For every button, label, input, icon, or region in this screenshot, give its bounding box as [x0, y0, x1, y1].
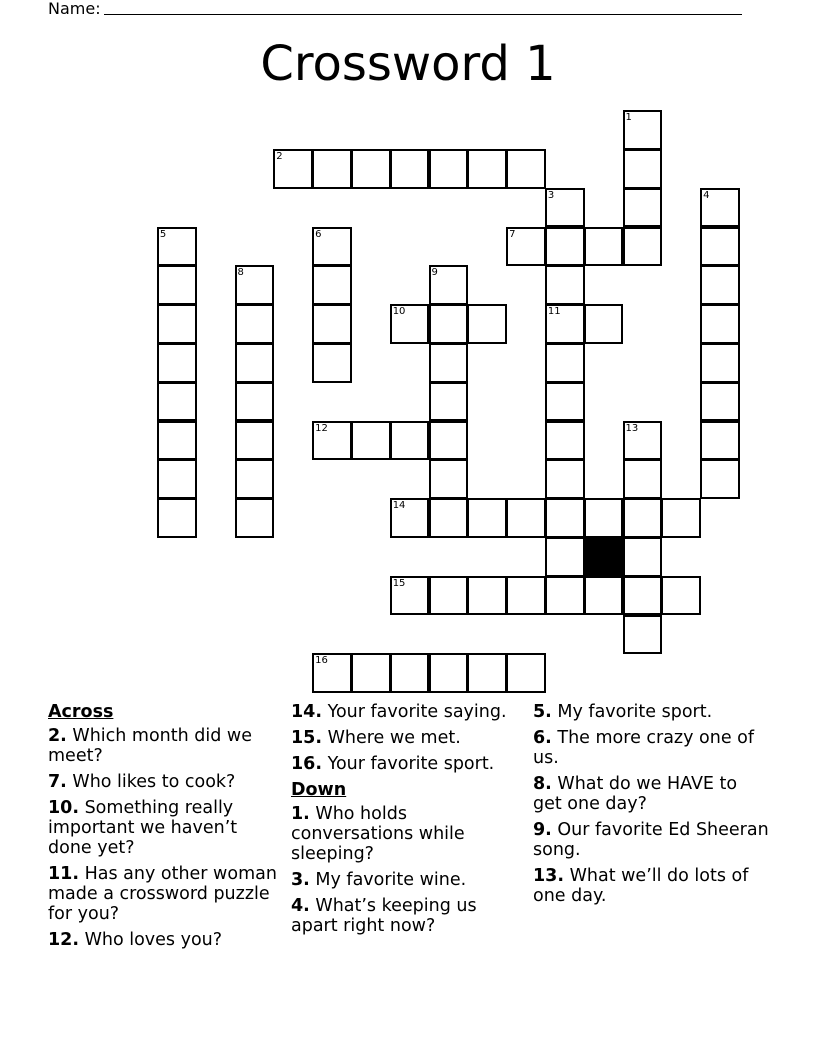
grid-cell[interactable]: [506, 149, 546, 189]
clue-item: [291, 804, 523, 864]
clue-text: Your favorite sport.: [322, 754, 495, 774]
grid-cell[interactable]: [429, 149, 469, 189]
clue-number-label: 10.: [48, 798, 80, 818]
clue-item: [48, 798, 284, 858]
grid-cell[interactable]: [584, 498, 624, 538]
clue-item: [291, 702, 523, 722]
grid-cell[interactable]: [623, 498, 663, 538]
clue-number-label: 15.: [291, 728, 323, 748]
grid-cell[interactable]: [623, 459, 663, 499]
grid-cell[interactable]: [235, 265, 275, 305]
grid-cell[interactable]: [467, 653, 507, 693]
clue-text: My favorite sport.: [551, 702, 713, 722]
grid-cell[interactable]: [700, 304, 740, 344]
clue-number: 1: [625, 112, 632, 124]
grid-cell[interactable]: [429, 382, 469, 422]
clue-item: [533, 702, 769, 722]
clue-number: 9: [431, 267, 438, 279]
grid-cell[interactable]: [623, 110, 663, 150]
grid-cell[interactable]: [584, 304, 624, 344]
grid-cell[interactable]: [312, 653, 352, 693]
grid-cell[interactable]: [467, 304, 507, 344]
across-heading: Across: [48, 702, 114, 722]
clue-text: Something really important we haven’t done yet?: [48, 798, 238, 858]
clue-number: 14: [392, 500, 406, 512]
grid-cell[interactable]: [235, 304, 275, 344]
grid-cell[interactable]: [157, 265, 197, 305]
grid-cell[interactable]: [157, 227, 197, 267]
clue-number-label: 3.: [291, 870, 310, 890]
clue-number-label: 8.: [533, 774, 552, 794]
clue-text: Who loves you?: [79, 930, 223, 950]
clue-text: Has any other woman made a crossword puzzle for you?: [48, 864, 277, 924]
page-title: Crossword 1: [260, 36, 556, 92]
clue-item: [291, 754, 523, 774]
grid-cell[interactable]: [390, 653, 430, 693]
grid-cell[interactable]: [429, 421, 469, 461]
clue-text: Which month did we meet?: [48, 726, 253, 766]
grid-cell[interactable]: [700, 188, 740, 228]
grid-cell[interactable]: [312, 421, 352, 461]
clue-text: Who holds conversations while sleeping?: [291, 804, 465, 864]
clue-item: [533, 774, 769, 814]
grid-cell[interactable]: [467, 576, 507, 616]
grid-cell[interactable]: [429, 653, 469, 693]
grid-cell[interactable]: [545, 459, 585, 499]
clue-number: 11: [547, 306, 561, 318]
grid-cell[interactable]: [623, 421, 663, 461]
grid-cell[interactable]: [390, 576, 430, 616]
grid-cell[interactable]: [157, 304, 197, 344]
grid-cell[interactable]: [545, 576, 585, 616]
clue-number-label: 13.: [533, 866, 565, 886]
grid-cell[interactable]: [506, 576, 546, 616]
grid-cell[interactable]: [351, 149, 391, 189]
grid-cell[interactable]: [351, 421, 391, 461]
clue-column-down-cont: [533, 702, 769, 912]
grid-cell[interactable]: [312, 149, 352, 189]
grid-cell[interactable]: [700, 343, 740, 383]
grid-cell[interactable]: [312, 304, 352, 344]
down-heading: Down: [291, 780, 347, 800]
clue-number: 5: [159, 228, 167, 240]
grid-cell[interactable]: [390, 149, 430, 189]
clue-item: [533, 820, 769, 860]
grid-cell[interactable]: [312, 265, 352, 305]
clue-number-label: 4.: [291, 896, 310, 916]
grid-cell[interactable]: [623, 227, 663, 267]
grid-cell[interactable]: [623, 537, 663, 577]
grid-cell[interactable]: [623, 576, 663, 616]
clue-item: [48, 772, 284, 792]
clue-item: [48, 726, 284, 766]
grid-cell[interactable]: [390, 498, 430, 538]
grid-cell[interactable]: [157, 343, 197, 383]
grid-cell[interactable]: [429, 576, 469, 616]
clue-number: 3: [547, 189, 555, 201]
grid-cell[interactable]: [390, 421, 430, 461]
clue-number-label: 6.: [533, 728, 552, 748]
grid-cell[interactable]: [429, 459, 469, 499]
black-square: [584, 537, 624, 577]
grid-cell[interactable]: [623, 615, 663, 655]
clue-text: What we’ll do lots of one day.: [533, 866, 749, 906]
clue-text: What’s keeping us apart right now?: [291, 896, 477, 936]
grid-cell[interactable]: [157, 498, 197, 538]
name-label: Name:: [48, 0, 101, 18]
grid-cell[interactable]: [661, 498, 701, 538]
clue-number-label: 12.: [48, 930, 80, 950]
grid-cell[interactable]: [235, 421, 275, 461]
clue-number-label: 16.: [291, 754, 323, 774]
clue-number: 12: [315, 422, 328, 434]
grid-cell[interactable]: [467, 149, 507, 189]
clue-number-label: 9.: [533, 820, 552, 840]
clue-number: 4: [703, 189, 710, 201]
grid-cell[interactable]: [273, 149, 313, 189]
clue-number: 2: [276, 150, 283, 162]
clue-column-middle: [291, 702, 523, 942]
grid-cell[interactable]: [390, 304, 430, 344]
clue-item: [291, 896, 523, 936]
clue-text: Where we met.: [322, 728, 461, 748]
clue-number: 13: [625, 422, 639, 434]
grid-cell[interactable]: [545, 188, 585, 228]
grid-cell[interactable]: [235, 382, 275, 422]
clue-text: Our favorite Ed Sheeran song.: [533, 820, 769, 860]
clue-item: [291, 870, 523, 890]
clue-text: Who likes to cook?: [66, 772, 236, 792]
clue-item: [533, 728, 769, 768]
grid-cell[interactable]: [584, 227, 624, 267]
grid-cell[interactable]: [157, 382, 197, 422]
grid-cell[interactable]: [623, 188, 663, 228]
clue-column-across: [48, 702, 284, 956]
grid-cell[interactable]: [700, 265, 740, 305]
grid-cell[interactable]: [506, 498, 546, 538]
grid-cell[interactable]: [351, 653, 391, 693]
grid-cell[interactable]: [545, 227, 585, 267]
clue-text: My favorite wine.: [309, 870, 467, 890]
grid-cell[interactable]: [545, 304, 585, 344]
clue-number-label: 14.: [291, 702, 323, 722]
grid-cell[interactable]: [467, 498, 507, 538]
grid-cell[interactable]: [312, 227, 352, 267]
grid-cell[interactable]: [545, 537, 585, 577]
grid-cell[interactable]: [584, 576, 624, 616]
grid-cell[interactable]: [312, 343, 352, 383]
clue-number-label: 7.: [48, 772, 67, 792]
grid-cell[interactable]: [623, 149, 663, 189]
grid-cell[interactable]: [429, 265, 469, 305]
grid-cell[interactable]: [700, 421, 740, 461]
grid-cell[interactable]: [545, 382, 585, 422]
grid-cell[interactable]: [545, 498, 585, 538]
grid-cell[interactable]: [235, 498, 275, 538]
grid-cell[interactable]: [235, 343, 275, 383]
clue-number-label: 5.: [533, 702, 552, 722]
clue-item: [48, 930, 284, 950]
grid-cell[interactable]: [429, 498, 469, 538]
clue-item: [533, 866, 769, 906]
grid-cell[interactable]: [700, 459, 740, 499]
clue-number-label: 11.: [48, 864, 80, 884]
clue-text: Your favorite saying.: [322, 702, 507, 722]
clue-number: 7: [509, 228, 516, 240]
clue-number: 10: [392, 306, 406, 318]
grid-cell[interactable]: [545, 343, 585, 383]
grid-cell[interactable]: [700, 227, 740, 267]
grid-cell[interactable]: [506, 227, 546, 267]
grid-cell[interactable]: [429, 304, 469, 344]
clue-number-label: 1.: [291, 804, 310, 824]
grid-cell[interactable]: [235, 459, 275, 499]
clue-number: 15: [392, 577, 406, 589]
clue-item: [291, 728, 523, 748]
grid-cell[interactable]: [506, 653, 546, 693]
clue-number: 8: [237, 267, 244, 279]
grid-cell[interactable]: [661, 576, 701, 616]
grid-cell[interactable]: [700, 382, 740, 422]
clue-number: 6: [315, 228, 322, 240]
clue-number-label: 2.: [48, 726, 67, 746]
clue-number: 16: [315, 655, 328, 667]
grid-cell[interactable]: [545, 265, 585, 305]
grid-cell[interactable]: [545, 421, 585, 461]
grid-cell[interactable]: [157, 459, 197, 499]
clue-text: The more crazy one of us.: [533, 728, 755, 768]
grid-cell[interactable]: [429, 343, 469, 383]
clue-item: [48, 864, 284, 924]
grid-cell[interactable]: [157, 421, 197, 461]
clue-text: What do we HAVE to get one day?: [533, 774, 738, 814]
